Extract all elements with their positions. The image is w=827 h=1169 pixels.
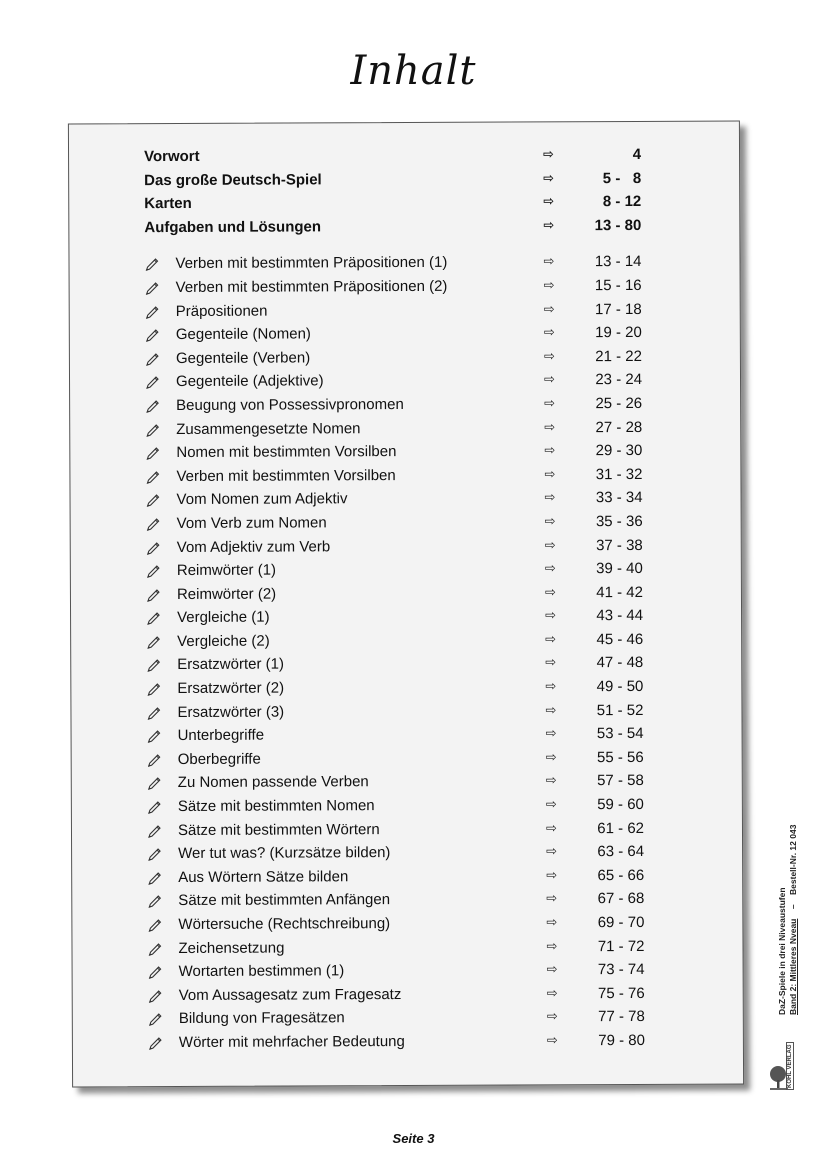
toc-entry xyxy=(147,793,717,819)
arrow-right-icon: ⇨ xyxy=(545,679,557,695)
entry-label: Ersatzwörter (1) xyxy=(177,656,284,674)
table-of-contents xyxy=(144,143,718,1055)
pencil-icon xyxy=(146,587,162,603)
arrow-right-icon: ⇨ xyxy=(544,443,556,459)
entry-label: Ersatzwörter (2) xyxy=(177,679,285,698)
entry-pages: 51 - 52 xyxy=(596,701,644,719)
entry-label: Das große Deutsch-Spiel xyxy=(144,170,322,189)
entry-label: Gegenteile (Nomen) xyxy=(175,325,311,344)
entry-pages: 13 - 80 xyxy=(594,216,642,234)
arrow-right-icon: ⇨ xyxy=(545,797,557,813)
entry-pages: 8 - 12 xyxy=(602,193,642,211)
toc-entry xyxy=(146,580,716,606)
toc-entry xyxy=(145,368,715,394)
entry-pages: 39 - 40 xyxy=(596,560,643,578)
entry-pages: 73 - 74 xyxy=(597,961,645,979)
arrow-right-icon: ⇨ xyxy=(544,396,556,412)
pencil-icon xyxy=(145,469,161,485)
entry-pages: 19 - 20 xyxy=(595,324,642,342)
entry-label: Zusammengesetzte Nomen xyxy=(176,419,361,438)
pencil-icon xyxy=(147,752,163,768)
entry-pages: 55 - 56 xyxy=(596,748,644,767)
entry-label: Wer tut was? (Kurzsätze bilden) xyxy=(178,844,391,863)
entry-pages: 45 - 46 xyxy=(596,630,644,649)
pencil-icon xyxy=(146,563,162,579)
pencil-icon xyxy=(146,658,162,674)
arrow-right-icon: ⇨ xyxy=(543,301,555,317)
entry-pages: 65 - 66 xyxy=(597,866,645,884)
arrow-right-icon: ⇨ xyxy=(545,750,557,766)
separator: – xyxy=(788,904,798,910)
arrow-right-icon: ⇨ xyxy=(546,844,558,860)
entry-label: Vom Verb zum Nomen xyxy=(176,514,327,532)
arrow-right-icon: ⇨ xyxy=(544,585,556,601)
pencil-icon xyxy=(147,776,163,792)
entry-pages: 25 - 26 xyxy=(595,394,643,413)
toc-entry xyxy=(148,958,718,984)
entry-label: Reimwörter (2) xyxy=(176,585,277,603)
entry-label: Wörter mit mehrfacher Bedeutung xyxy=(178,1032,405,1051)
entry-pages: 35 - 36 xyxy=(595,512,643,531)
pencil-icon xyxy=(148,964,164,980)
entry-pages: 23 - 24 xyxy=(595,371,643,389)
toc-entry xyxy=(145,344,715,370)
toc-entry xyxy=(148,1005,718,1031)
toc-entry xyxy=(144,250,714,276)
toc-entry xyxy=(145,439,715,465)
toc-entry xyxy=(145,321,715,347)
entry-label: Nomen mit bestimmten Vorsilben xyxy=(176,443,397,462)
arrow-right-icon: ⇨ xyxy=(546,962,558,978)
entry-pages: 77 - 78 xyxy=(598,1008,645,1026)
entry-pages: 49 - 50 xyxy=(596,678,644,696)
toc-entry xyxy=(145,462,715,488)
entry-label: Vergleiche (1) xyxy=(177,608,270,627)
pencil-icon xyxy=(145,398,161,414)
entry-pages: 31 - 32 xyxy=(595,465,643,483)
arrow-right-icon: ⇨ xyxy=(543,147,554,163)
page-number: Seite 3 xyxy=(392,1131,435,1146)
entry-label: Beugung von Possessivpronomen xyxy=(176,395,404,414)
toc-entry xyxy=(147,863,717,889)
arrow-right-icon: ⇨ xyxy=(543,218,555,234)
pencil-icon xyxy=(147,799,163,815)
entry-label: Unterbegriffe xyxy=(177,726,265,745)
arrow-right-icon: ⇨ xyxy=(543,194,555,210)
toc-entry xyxy=(147,911,717,937)
arrow-right-icon: ⇨ xyxy=(544,537,556,553)
toc-entry xyxy=(146,533,716,559)
arrow-right-icon: ⇨ xyxy=(543,254,555,270)
pencil-icon xyxy=(145,422,161,438)
toc-entry xyxy=(146,651,716,677)
entry-pages: 43 - 44 xyxy=(596,607,644,625)
toc-entry xyxy=(147,934,717,960)
pencil-icon xyxy=(146,516,162,532)
toc-entry xyxy=(148,981,718,1007)
pencil-icon xyxy=(147,893,163,909)
pencil-icon xyxy=(145,304,161,320)
entry-label: Vorwort xyxy=(144,147,200,166)
pencil-icon xyxy=(147,917,163,933)
toc-main-entry xyxy=(144,213,714,239)
entry-pages: 47 - 48 xyxy=(596,654,644,672)
arrow-right-icon: ⇨ xyxy=(545,703,557,719)
pencil-icon xyxy=(145,327,161,343)
entry-pages: 79 - 80 xyxy=(598,1031,645,1050)
entry-pages: 53 - 54 xyxy=(596,725,644,743)
pencil-icon xyxy=(145,280,161,296)
arrow-right-icon: ⇨ xyxy=(546,1033,558,1049)
page-title: Inhalt xyxy=(350,48,477,94)
pencil-icon xyxy=(144,256,160,272)
entry-label: Ersatzwörter (3) xyxy=(177,703,285,721)
entry-label: Vergleiche (2) xyxy=(177,632,270,650)
pencil-icon xyxy=(147,728,163,744)
pencil-icon xyxy=(145,351,161,367)
entry-label: Zeichensetzung xyxy=(178,939,285,957)
entry-label: Wörtersuche (Rechtschreibung) xyxy=(178,915,391,933)
entry-label: Gegenteile (Adjektive) xyxy=(175,372,324,391)
entry-label: Verben mit bestimmten Vorsilben xyxy=(176,466,396,485)
arrow-right-icon: ⇨ xyxy=(545,608,556,624)
entry-pages: 37 - 38 xyxy=(596,536,643,554)
entry-pages: 21 - 22 xyxy=(595,347,642,365)
toc-entry xyxy=(146,628,716,654)
toc-entry xyxy=(147,816,717,842)
pencil-icon xyxy=(147,941,163,957)
publisher-logo-text: KOHL VERLAG xyxy=(787,1044,793,1088)
toc-entry xyxy=(145,486,715,512)
entry-pages: 75 - 76 xyxy=(597,984,645,1002)
arrow-right-icon: ⇨ xyxy=(545,726,557,742)
arrow-right-icon: ⇨ xyxy=(543,349,555,365)
entry-label: Verben mit bestimmten Präpositionen (1) xyxy=(175,254,448,273)
pencil-icon xyxy=(147,870,163,886)
toc-entry xyxy=(146,557,716,583)
entry-pages: 71 - 72 xyxy=(597,937,645,955)
entry-label: Sätze mit bestimmten Anfängen xyxy=(178,891,391,910)
toc-entry xyxy=(145,415,715,441)
pencil-icon xyxy=(148,988,164,1004)
toc-entry xyxy=(146,604,716,630)
entry-label: Reimwörter (1) xyxy=(176,561,277,580)
arrow-right-icon: ⇨ xyxy=(543,278,555,294)
arrow-right-icon: ⇨ xyxy=(545,820,557,837)
entry-label: Karten xyxy=(144,195,192,213)
arrow-right-icon: ⇨ xyxy=(546,891,558,907)
entry-pages: 67 - 68 xyxy=(597,890,645,908)
entry-pages: 17 - 18 xyxy=(594,300,642,318)
entry-label: Aus Wörtern Sätze bilden xyxy=(178,868,349,886)
entry-label: Vom Adjektiv zum Verb xyxy=(176,537,331,556)
toc-entry xyxy=(147,887,717,913)
arrow-right-icon: ⇨ xyxy=(545,773,557,789)
pencil-icon xyxy=(145,374,161,390)
toc-entry xyxy=(146,510,716,536)
pencil-icon xyxy=(146,705,162,721)
entry-pages: 5 - 8 xyxy=(602,169,642,187)
toc-entry xyxy=(147,722,717,748)
entry-pages: 69 - 70 xyxy=(597,913,645,932)
entry-pages: 29 - 30 xyxy=(595,442,643,460)
entry-label: Gegenteile (Verben) xyxy=(175,349,311,367)
entry-pages: 15 - 16 xyxy=(594,276,642,295)
toc-entry xyxy=(145,274,715,300)
toc-entry xyxy=(147,840,717,866)
toc-entry xyxy=(147,769,717,795)
pencil-icon xyxy=(146,492,162,508)
toc-entry xyxy=(145,297,715,323)
pencil-icon xyxy=(146,610,162,626)
pencil-icon xyxy=(147,823,163,839)
entry-label: Oberbegriffe xyxy=(177,750,261,768)
entry-pages: 41 - 42 xyxy=(596,583,643,601)
entry-label: Wortarten bestimmen (1) xyxy=(178,962,345,981)
arrow-right-icon: ⇨ xyxy=(546,868,558,884)
arrow-right-icon: ⇨ xyxy=(543,372,555,388)
series-title: DaZ-Spiele in drei Niveaustufen xyxy=(777,887,787,1015)
pencil-icon xyxy=(148,1011,164,1027)
volume-title: Band 2: Mittleres Nveau xyxy=(788,918,798,1015)
toc-entry xyxy=(147,745,717,771)
pencil-icon xyxy=(146,634,162,650)
entry-pages: 13 - 14 xyxy=(594,253,642,271)
arrow-right-icon: ⇨ xyxy=(544,561,556,577)
arrow-right-icon: ⇨ xyxy=(543,325,555,341)
entry-pages: 33 - 34 xyxy=(595,489,643,507)
toc-main-entry xyxy=(144,166,714,192)
entry-pages: 61 - 62 xyxy=(597,819,645,837)
entry-pages: 63 - 64 xyxy=(597,843,645,861)
arrow-right-icon: ⇨ xyxy=(545,655,557,671)
book-info xyxy=(777,825,799,1015)
toc-entry xyxy=(146,698,716,724)
pencil-icon xyxy=(146,681,162,697)
entry-label: Vom Aussagesatz zum Fragesatz xyxy=(178,985,402,1004)
entry-label: Vom Nomen zum Adjektiv xyxy=(176,490,348,509)
pencil-icon xyxy=(146,540,162,556)
entry-label: Präpositionen xyxy=(175,302,268,320)
toc-entry xyxy=(145,392,715,418)
entry-pages: 27 - 28 xyxy=(595,418,643,436)
arrow-right-icon: ⇨ xyxy=(544,490,556,506)
arrow-right-icon: ⇨ xyxy=(544,419,556,435)
arrow-right-icon: ⇨ xyxy=(546,986,558,1002)
entry-label: Zu Nomen passende Verben xyxy=(177,773,369,792)
entry-label: Bildung von Fragesätzen xyxy=(178,1009,345,1028)
entry-pages: 59 - 60 xyxy=(597,795,644,814)
pencil-icon xyxy=(148,1035,164,1051)
arrow-right-icon: ⇨ xyxy=(544,514,556,530)
pencil-icon xyxy=(145,445,161,461)
toc-main-entry xyxy=(144,143,714,169)
arrow-right-icon: ⇨ xyxy=(546,938,558,954)
entry-pages: 57 - 58 xyxy=(597,772,644,790)
arrow-right-icon: ⇨ xyxy=(545,632,557,648)
toc-entry xyxy=(146,675,716,701)
arrow-right-icon: ⇨ xyxy=(546,915,558,931)
arrow-right-icon: ⇨ xyxy=(543,170,555,186)
toc-entry xyxy=(148,1029,718,1055)
entry-pages: 4 xyxy=(632,145,642,164)
entry-label: Verben mit bestimmten Präpositionen (2) xyxy=(175,277,448,296)
entry-label: Sätze mit bestimmten Nomen xyxy=(177,797,375,816)
entry-label: Aufgaben und Lösungen xyxy=(144,218,322,236)
toc-main-entry xyxy=(144,190,714,216)
order-number: Bestell-Nr. 12 043 xyxy=(788,824,798,895)
pencil-icon xyxy=(147,846,163,862)
entry-label: Sätze mit bestimmten Wörtern xyxy=(177,820,380,839)
contents-sheet xyxy=(68,121,744,1088)
arrow-right-icon: ⇨ xyxy=(546,1009,558,1025)
arrow-right-icon: ⇨ xyxy=(544,467,556,483)
